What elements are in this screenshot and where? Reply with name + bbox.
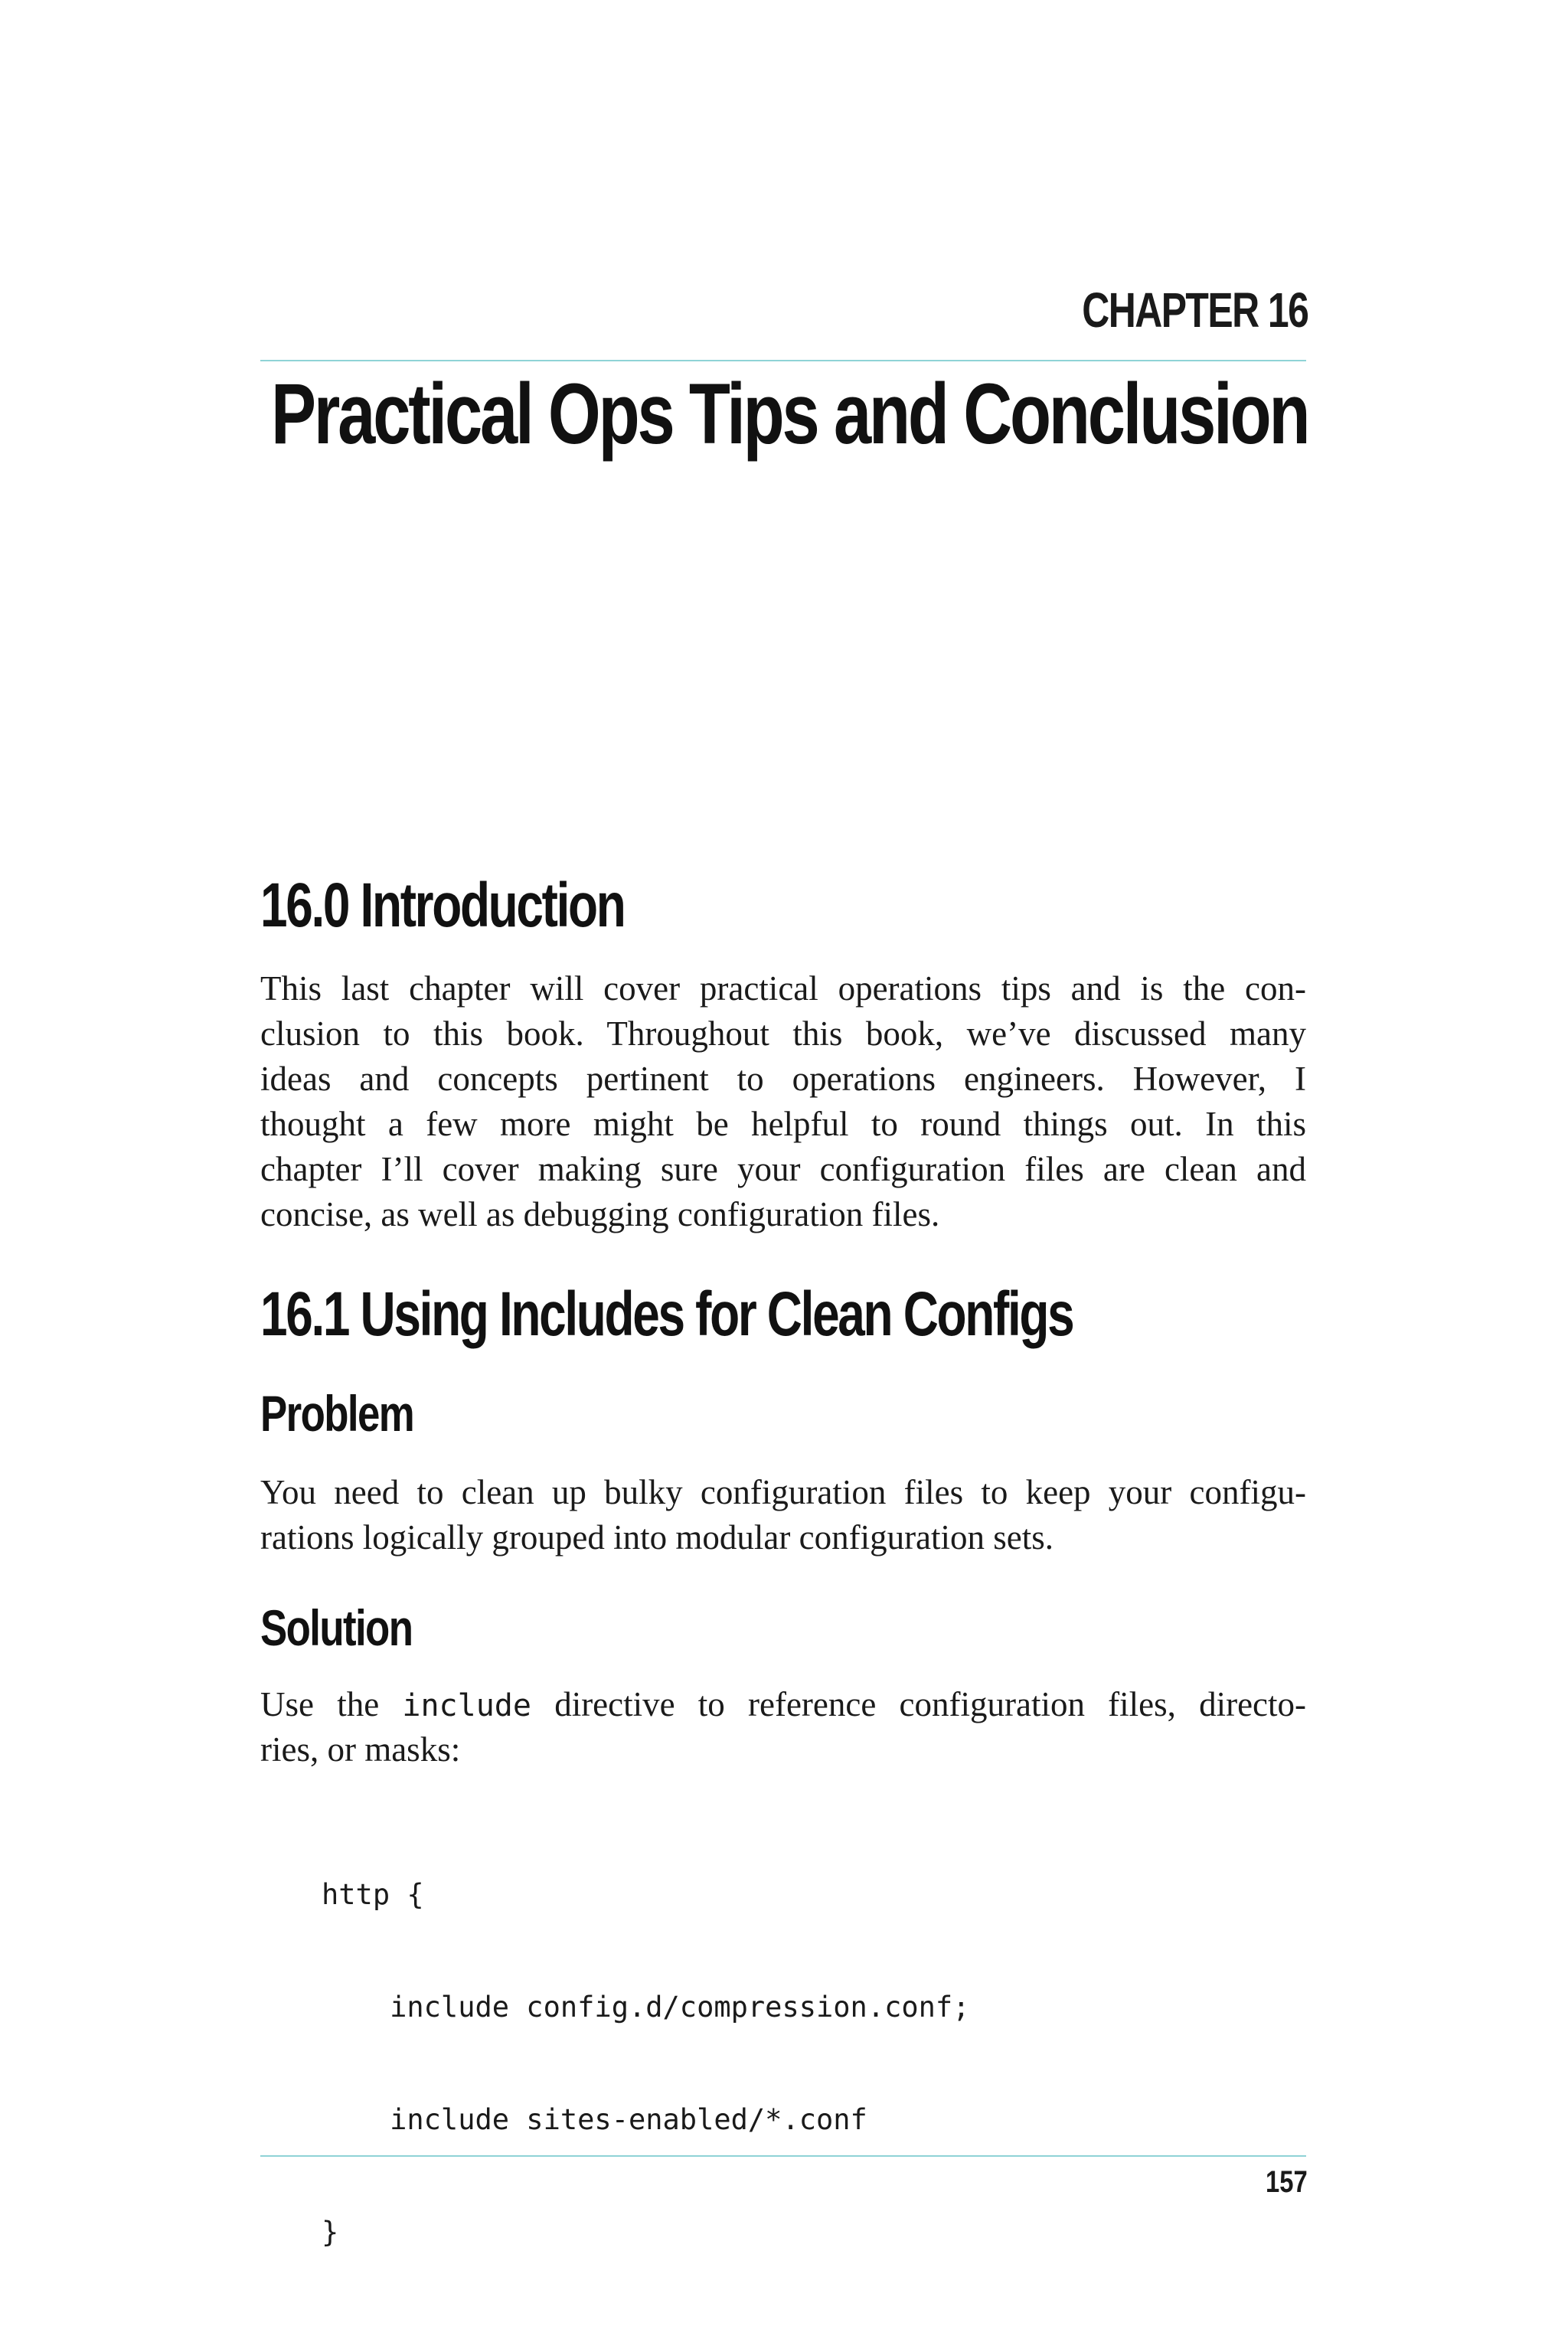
solution-text-end: directive to reference configuration files, directo- [554,1685,1306,1723]
include-directive-code: include [402,1688,531,1723]
code-line: } [322,2216,339,2249]
paragraph-line: ries, or masks: [260,1730,461,1769]
code-line: include config.d/compression.conf; [322,1991,970,2024]
paragraph-line [260,1682,1306,1727]
footer-rule [260,2155,1306,2157]
paragraph-line: You need to clean up bulky configuration files to keep your configu- [260,1473,1306,1511]
paragraph-line: thought a few more might be helpful to round things out. In this [260,1105,1306,1143]
solution-text-start: Use the [260,1685,380,1723]
problem-heading: Problem [260,1385,414,1442]
introduction-paragraph [260,966,1306,1237]
section-heading-using-includes: 16.1 Using Includes for Clean Configs [260,1279,1073,1349]
paragraph-line: This last chapter will cover practical operations tips and is the con- [260,969,1306,1008]
solution-paragraph [260,1682,1306,1772]
paragraph-line: chapter I’ll cover making sure your configuration files are clean and [260,1150,1306,1188]
code-line: http { [322,1878,424,1911]
solution-heading: Solution [260,1599,413,1656]
page-number: 157 [1266,2165,1308,2199]
problem-paragraph [260,1470,1306,1560]
chapter-title: Practical Ops Tips and Conclusion [270,366,1308,462]
paragraph-line: ideas and concepts pertinent to operations engineers. However, I [260,1060,1306,1098]
paragraph-line: rations logically grouped into modular configuration sets. [260,1518,1054,1557]
paragraph-line: clusion to this book. Throughout this book, we’ve discussed many [260,1014,1306,1053]
code-block [322,1801,969,2326]
chapter-label: CHAPTER 16 [1081,283,1308,338]
code-line: include sites-enabled/*.conf [322,2103,867,2136]
paragraph-line: concise, as well as debugging configuration files. [260,1195,940,1233]
chapter-rule [260,360,1306,361]
section-heading-introduction: 16.0 Introduction [260,871,625,940]
